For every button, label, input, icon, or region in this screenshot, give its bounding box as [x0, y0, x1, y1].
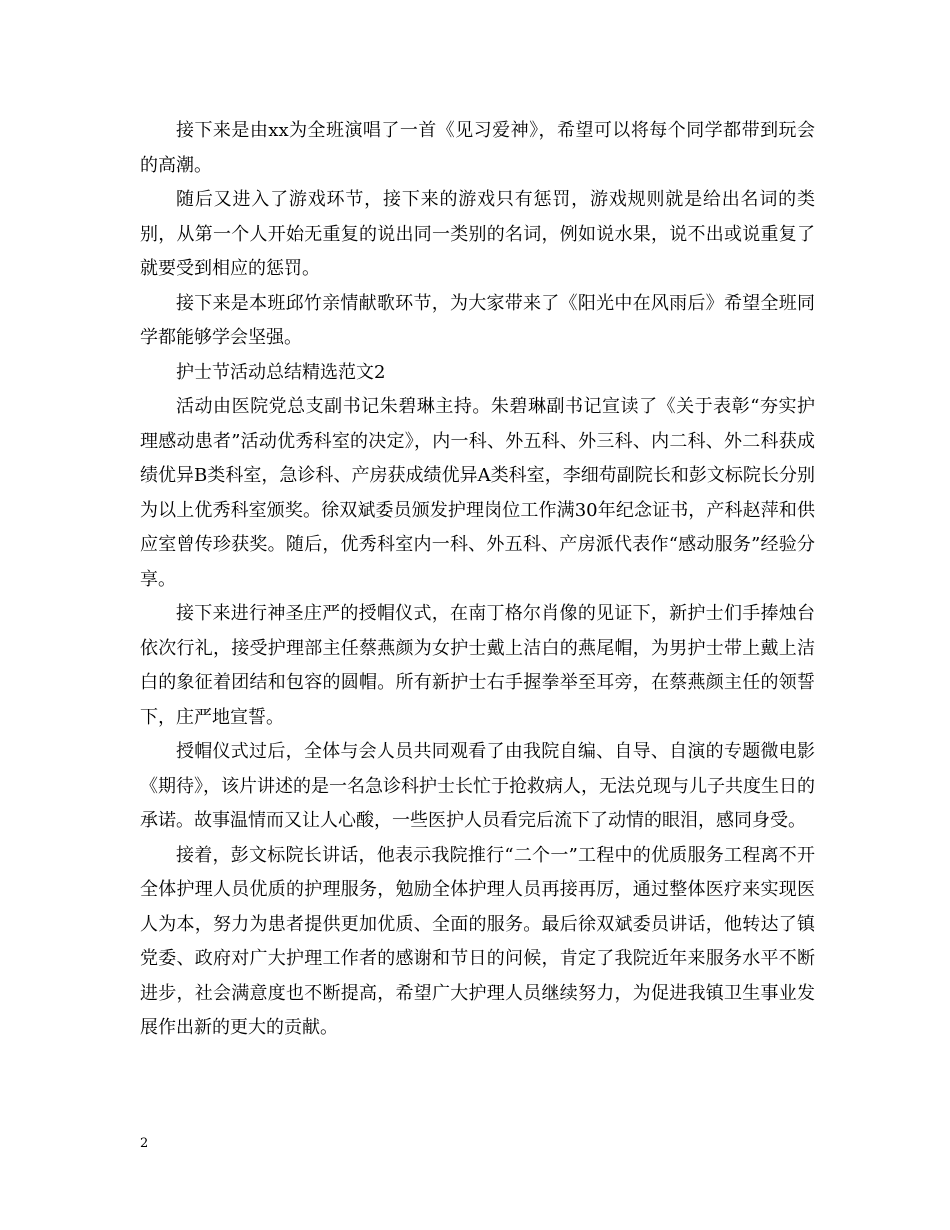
- paragraph: 接下来进行神圣庄严的授帽仪式，在南丁格尔肖像的见证下，新护士们手捧烛台依次行礼，接受护理部主任蔡燕颜为女护士戴上洁白的燕尾帽，为男护士带上戴上洁白的象征着团结和包容的圆帽。所有新护士右手握拳举至耳旁，在蔡燕颜主任的领誓下，庄严地宣誓。: [140, 603, 815, 728]
- paragraph: 接下来是由xx为全班演唱了一首《见习爱神》，希望可以将每个同学都带到玩会的高潮。: [140, 120, 815, 176]
- paragraph: 接着，彭文标院长讲话，他表示我院推行“二个一”工程中的优质服务工程离不开全体护理人员优质的护理服务，勉励全体护理人员再接再厉，通过整体医疗来实现医人为本，努力为患者提供更加优质、全面的服务。最后徐双斌委员讲话，他转达了镇党委、政府对广大护理工作者的感谢和节日的问候，肯定了我院近年来服务水平不断进步，社会满意度也不断提高，希望广大护理人员继续努力，为促进我镇卫生事业发展作出新的更大的贡献。: [140, 844, 815, 1038]
- paragraph: 授帽仪式过后，全体与会人员共同观看了由我院自编、自导、自演的专题微电影《期待》，该片讲述的是一名急诊科护士长忙于抢救病人，无法兑现与儿子共度生日的承诺。故事温情而又让人心酸，一些医护人员看完后流下了动情的眼泪，感同身受。: [140, 741, 815, 831]
- paragraph: 随后又进入了游戏环节，接下来的游戏只有惩罚，游戏规则就是给出名词的类别，从第一个人开始无重复的说出同一类别的名词，例如说水果，说不出或说重复了就要受到相应的惩罚。: [140, 189, 815, 279]
- page-number: 2: [140, 1136, 149, 1151]
- document-body: [140, 114, 815, 1046]
- section-heading: 护士节活动总结精选范文2: [176, 361, 386, 383]
- paragraph: 接下来是本班邱竹亲情献歌环节，为大家带来了《阳光中在风雨后》希望全班同学都能够学会坚强。: [140, 292, 815, 348]
- paragraph: 活动由医院党总支副书记朱碧琳主持。朱碧琳副书记宣读了《关于表彰“夯实护理感动患者”活动优秀科室的决定》，内一科、外五科、外三科、内二科、外二科获成绩优异B类科室，急诊科、产房获成绩优异A类科室，李细苟副院长和彭文标院长分别为以上优秀科室颁奖。徐双斌委员颁发护理岗位工作满30年纪念证书，产科赵萍和供应室曾传珍获奖。随后，优秀科室内一科、外五科、产房派代表作“感动服务”经验分享。: [140, 396, 815, 590]
